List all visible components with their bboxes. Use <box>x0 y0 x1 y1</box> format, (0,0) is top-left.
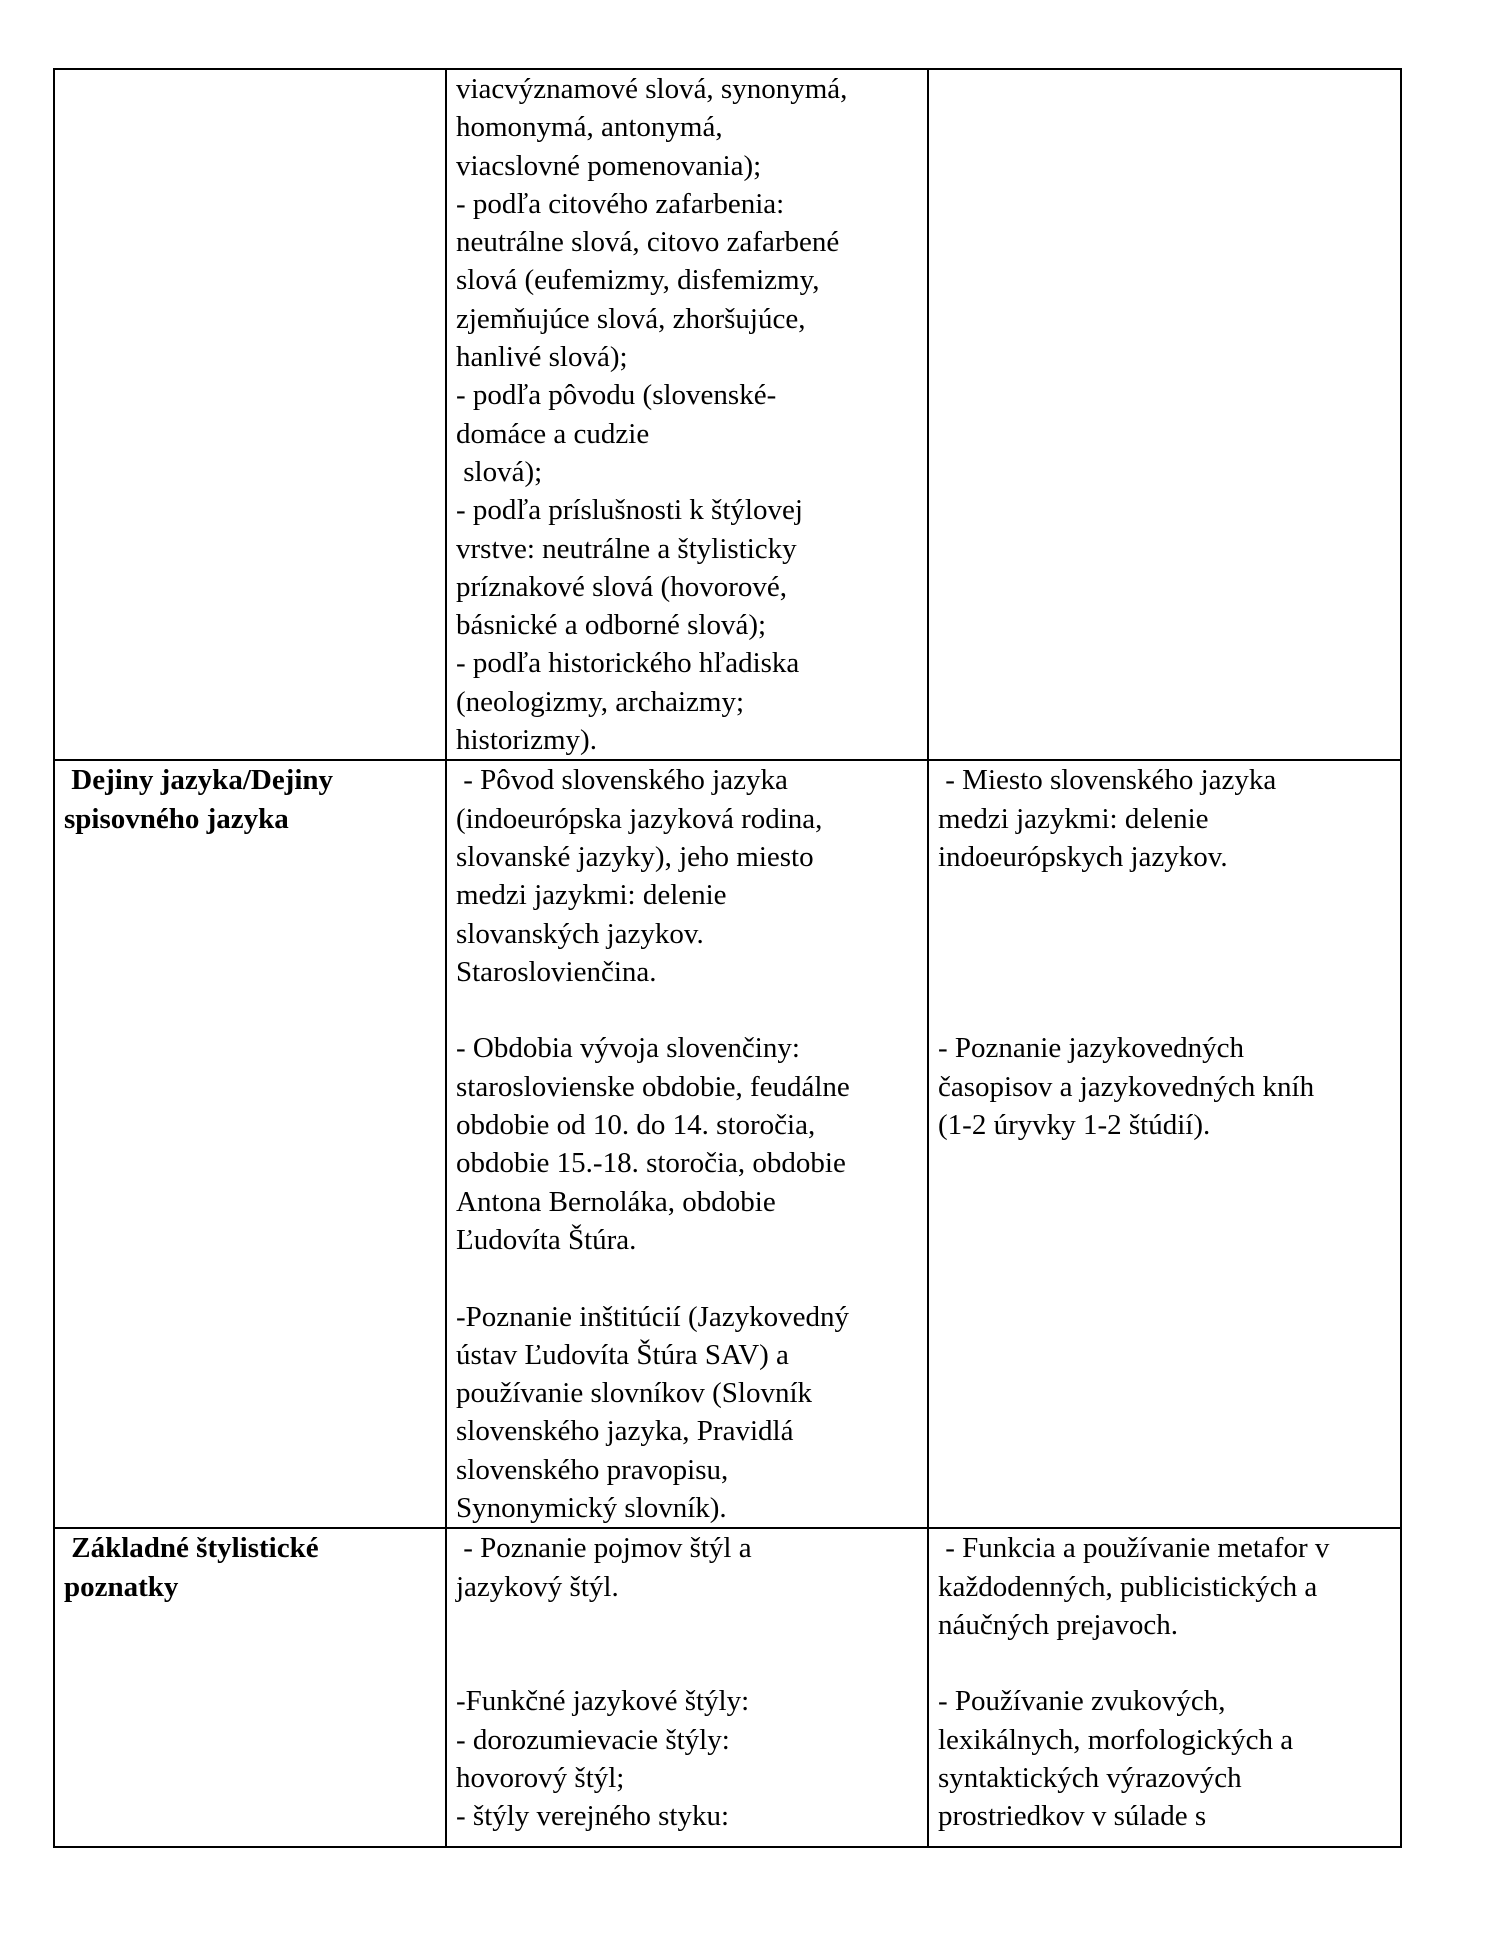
topic-heading: poznatky <box>64 1570 179 1603</box>
text-line: zjemňujúce slová, zhoršujúce, <box>456 302 806 335</box>
table-row <box>54 760 1401 1528</box>
text-line: homonymá, antonymá, <box>456 111 723 144</box>
content-cell <box>446 760 928 1528</box>
text-line: (neologizmy, archaizmy; <box>456 685 745 718</box>
content-cell <box>446 69 928 760</box>
paragraph <box>456 1529 921 1606</box>
paragraph <box>456 1298 921 1528</box>
text-line: časopisov a jazykovedných kníh <box>938 1070 1315 1103</box>
text-line: slová (eufemizmy, disfemizmy, <box>456 264 820 297</box>
text-line: jazykový štýl. <box>456 1570 619 1603</box>
text-line: indoeurópskych jazykov. <box>938 840 1228 873</box>
text-line: vrstve: neutrálne a štylisticky <box>456 532 797 565</box>
text-line: - podľa historického hľadiska <box>456 647 800 680</box>
text-line: - štýly verejného styku: <box>456 1800 730 1833</box>
text-line: domáce a cudzie <box>456 417 650 450</box>
paragraph <box>456 1682 921 1835</box>
curriculum-table <box>53 68 1402 1848</box>
paragraph <box>938 1029 1394 1144</box>
text-line: ústav Ľudovíta Štúra SAV) a <box>456 1338 789 1371</box>
text-line: slovanských jazykov. <box>456 917 704 950</box>
text-line: - Poznanie jazykovedných <box>938 1032 1245 1065</box>
text-line: - dorozumievacie štýly: <box>456 1723 730 1756</box>
text-line: Synonymický slovník). <box>456 1491 727 1524</box>
text-line: slovenského pravopisu, <box>456 1453 729 1486</box>
text-line: historizmy). <box>456 724 597 757</box>
paragraph <box>456 70 921 759</box>
text-line: - Obdobia vývoja slovenčiny: <box>456 1032 800 1065</box>
text-line: (1-2 úryvky 1-2 štúdií). <box>938 1109 1211 1142</box>
text-line: - Miesto slovenského jazyka <box>938 764 1277 797</box>
outcomes-cell <box>928 69 1401 760</box>
table-row <box>54 1528 1401 1847</box>
text-line: viacslovné pomenovania); <box>456 149 762 182</box>
table-row <box>54 69 1401 760</box>
text-line: neutrálne slová, citovo zafarbené <box>456 226 840 259</box>
topic-heading: Dejiny jazyka/Dejiny <box>64 764 334 797</box>
topic-heading: spisovného jazyka <box>64 802 289 835</box>
text-line: -Funkčné jazykové štýly: <box>456 1685 750 1718</box>
topic-cell <box>54 69 446 760</box>
topic-heading: Základné štylistické <box>64 1532 319 1565</box>
text-line: slová); <box>456 455 543 488</box>
text-line: slovanské jazyky), jeho miesto <box>456 840 814 873</box>
paragraph <box>938 1529 1394 1644</box>
text-line: - Pôvod slovenského jazyka <box>456 764 788 797</box>
topic-cell <box>54 1528 446 1847</box>
text-line: - podľa pôvodu (slovenské- <box>456 379 777 412</box>
text-line: obdobie od 10. do 14. storočia, <box>456 1109 816 1142</box>
text-line: medzi jazykmi: delenie <box>938 802 1209 835</box>
text-line: slovenského jazyka, Pravidlá <box>456 1415 794 1448</box>
text-line: náučných prejavoch. <box>938 1608 1178 1641</box>
text-line: - podľa príslušnosti k štýlovej <box>456 494 803 527</box>
text-line: lexikálnych, morfologických a <box>938 1723 1294 1756</box>
text-line: Ľudovíta Štúra. <box>456 1223 637 1256</box>
text-line: hovorový štýl; <box>456 1762 625 1795</box>
text-line: (indoeurópska jazyková rodina, <box>456 802 823 835</box>
outcomes-cell <box>928 760 1401 1528</box>
text-line: -Poznanie inštitúcií (Jazykovedný <box>456 1300 850 1333</box>
paragraph <box>456 761 921 991</box>
text-line: medzi jazykmi: delenie <box>456 879 727 912</box>
text-line: prostriedkov v súlade s <box>938 1800 1207 1833</box>
text-line: hanlivé slová); <box>456 341 628 374</box>
paragraph <box>938 761 1394 876</box>
outcomes-cell <box>928 1528 1401 1847</box>
text-line: syntaktických výrazových <box>938 1762 1242 1795</box>
text-line: každodenných, publicistických a <box>938 1570 1318 1603</box>
content-cell <box>446 1528 928 1847</box>
paragraph <box>456 1029 921 1259</box>
text-line: - podľa citového zafarbenia: <box>456 187 785 220</box>
text-line: - Používanie zvukových, <box>938 1685 1226 1718</box>
text-line: básnické a odborné slová); <box>456 609 767 642</box>
text-line: Antona Bernoláka, obdobie <box>456 1185 776 1218</box>
text-line: staroslovienske obdobie, feudálne <box>456 1070 850 1103</box>
text-line: Staroslovienčina. <box>456 955 657 988</box>
paragraph <box>938 1682 1394 1835</box>
text-line: - Funkcia a používanie metafor v <box>938 1532 1330 1565</box>
text-line: príznakové slová (hovorové, <box>456 570 787 603</box>
text-line: - Poznanie pojmov štýl a <box>456 1532 752 1565</box>
text-line: používanie slovníkov (Slovník <box>456 1377 813 1410</box>
topic-cell <box>54 760 446 1528</box>
text-line: obdobie 15.-18. storočia, obdobie <box>456 1147 846 1180</box>
text-line: viacvýznamové slová, synonymá, <box>456 73 848 105</box>
